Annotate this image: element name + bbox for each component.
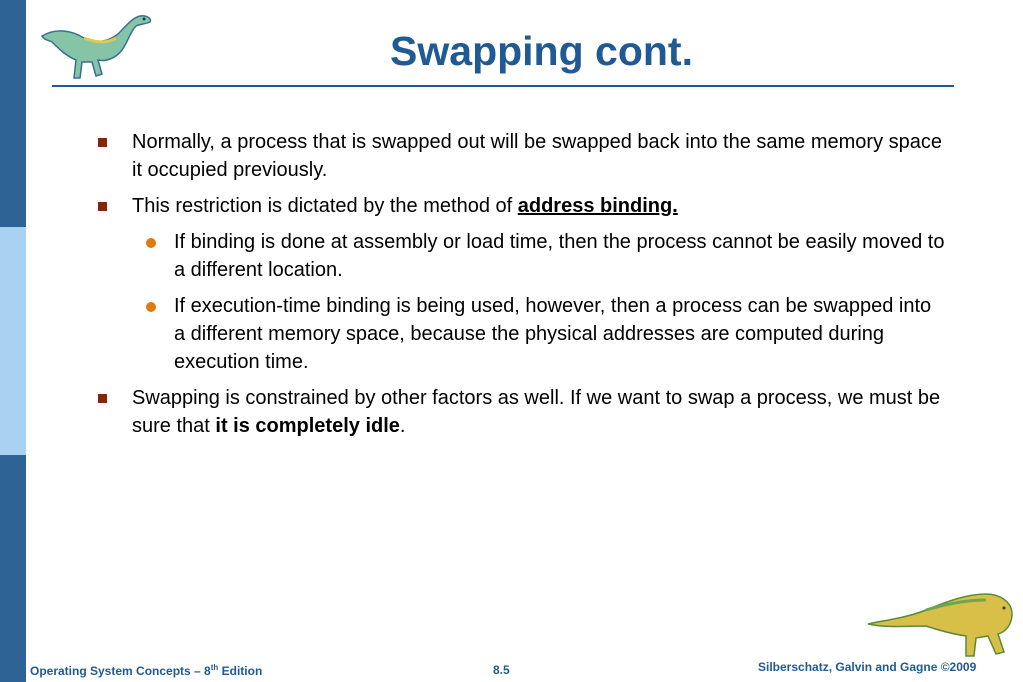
round-bullet-icon <box>146 302 156 312</box>
dinosaur-logo-bottom-icon <box>866 580 1016 660</box>
address-binding-emphasis: address binding. <box>517 195 678 217</box>
footer-authors: Silberschatz, Galvin and Gagne ©2009 <box>758 660 977 674</box>
footer-page-number: 8.5 <box>493 663 510 677</box>
sub-bullet-item-1 <box>96 228 946 284</box>
square-bullet-icon <box>98 202 107 211</box>
bullet-item-3 <box>96 384 946 440</box>
bullet-item-2 <box>96 192 946 220</box>
bullet-text: If binding is done at assembly or load time, then the process cannot be easily moved to a different location. <box>174 231 945 281</box>
slide-title: Swapping cont. <box>390 28 693 74</box>
idle-emphasis: it is completely idle <box>215 415 400 437</box>
bullet-text: Normally, a process that is swapped out will be swapped back into the same memory space it occupied previously. <box>132 131 943 181</box>
bullet-text-tail: . <box>399 415 406 437</box>
square-bullet-icon <box>98 394 107 403</box>
square-bullet-icon <box>98 138 107 147</box>
title-divider <box>52 85 954 87</box>
footer-book-title: Operating System Concepts – 8th Edition <box>30 663 263 678</box>
bullet-item-1 <box>96 128 946 184</box>
bullet-text: If execution-time binding is being used, however, then a process can be swapped into a different memory space, because the physical addresses are computed during execution time. <box>174 295 932 373</box>
sidebar-segment-bottom <box>0 455 26 682</box>
bullet-text: Swapping is constrained by other factors as well. If we want to swap a process, we must be sure that <box>132 387 941 437</box>
left-sidebar-bar <box>0 0 26 682</box>
bullet-text: This restriction is dictated by the method of <box>132 195 518 217</box>
round-bullet-icon <box>146 238 156 248</box>
slide-body <box>96 128 946 448</box>
sidebar-segment-middle <box>0 227 26 455</box>
sub-bullet-item-2 <box>96 292 946 376</box>
